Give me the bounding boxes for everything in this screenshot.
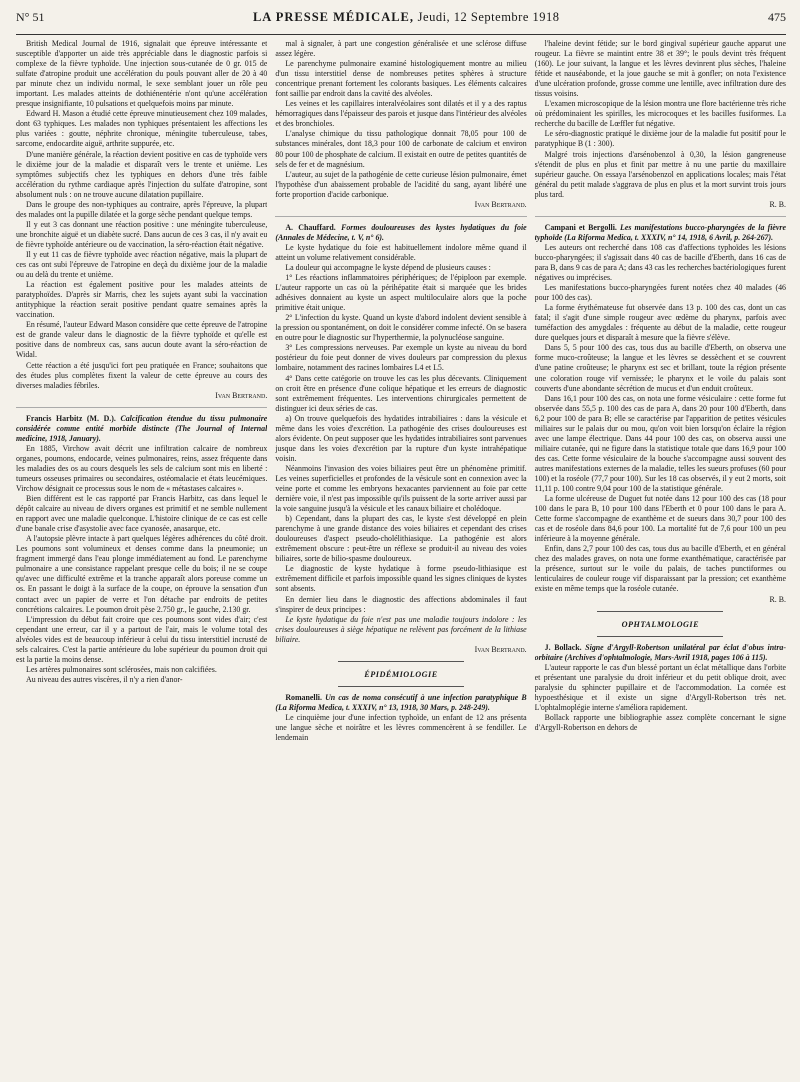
column-1	[16, 39, 267, 1079]
article-author: Francis Harbitz (M. D.).	[26, 413, 116, 423]
signature: Ivan Bertrand.	[474, 199, 527, 209]
paragraph: Le parenchyme pulmonaire examiné histologiquement montre au milieu d'un tissu interstitiel dense de nombreuses petites sphères à structure concentrique prenant fortement les colorants basiques. Les éléments calcaires font saillie par endroit dans la cavité des alvéoles.	[275, 59, 527, 99]
paragraph: L'examen microscopique de la lésion montra une flore bactérienne très riche où prédominaient les spirilles, les microcoques et les bacilles fusiformes. La recherche du bacille de Lœffler fut négative.	[534, 99, 786, 129]
column-3	[535, 39, 786, 1079]
paragraph: Enfin, dans 2,7 pour 100 des cas, tous dus au bacille d'Eberth, et en général chez des malades graves, on nota une forme exanthématique, caractérisée par la présence, surtout sur le voile du palais, de taches punctiformes ou lenticulaires de couleur rouge vif disparaissant par la pression; cet exanthème existe en même temps que la roséole cutanée.	[534, 544, 786, 594]
signature: R. B.	[769, 594, 786, 604]
paragraph: Cette réaction a été jusqu'ici fort peu pratiquée en France; souhaitons que des études plus complètes fixent la valeur de cette épreuve au cours des diverses maladies fébriles.	[16, 360, 268, 390]
paragraph: b) Cependant, dans la plupart des cas, le kyste s'est développé en plein parenchyme à une grande distance des voies biliaires et cependant des crises douloureuses d'aspect pseudo-cholélithiasique. La pathogénie est alors extrêmement obscure : peut-être un réflexe se produit-il au niveau des voies biliaires, sorte de bilio-spasme douloureux.	[275, 514, 527, 564]
signature: Ivan Bertrand.	[474, 644, 527, 654]
paragraph: Bollack rapporte une bibliographie assez complète concernant le signe d'Argyll-Robertson en dehors de	[534, 712, 786, 732]
article-title: Un cas de noma consécutif à une infection paratyphique B (La Riforma Medica, t. XXXIV, n° 13, 1918, 30 Mars, p. 248-249).	[275, 692, 527, 712]
article-author: A. Chauffard.	[285, 222, 336, 232]
column-2	[275, 39, 526, 1079]
paragraph: La douleur qui accompagne le kyste dépend de plusieurs causes :	[285, 262, 491, 272]
paragraph: En dernier lieu dans le diagnostic des affections abdominales il faut s'inspirer de deux principes :	[275, 594, 527, 614]
article-heading	[16, 414, 267, 444]
paragraph: Les veines et les capillaires interalvéolaires sont dilatés et il y a des raptus hémorragiques dans l'épaisseur des parois et jusque dans l'intérieur des alvéoles et des bronchioles.	[275, 99, 527, 129]
article-columns	[16, 39, 786, 1079]
paragraph: Les artères pulmonaires sont sclérosées, mais non calcifiées.	[26, 664, 217, 674]
paragraph: Le cinquième jour d'une infection typhoïde, un enfant de 12 ans présenta une langue sèche et noirâtre et les lèvres commencèrent à se fendiller. Le lendemain	[275, 712, 527, 743]
article-title: Les manifestations bucco-pharyngées de la fièvre typhoïde (La Riforma Medica, t. XXXIV, n° 14, 1918, 6 Avril, p. 264-267).	[534, 222, 786, 242]
divider	[338, 661, 464, 662]
section-heading-ophtalmologie: OPHTALMOLOGIE	[621, 619, 700, 629]
divider	[275, 216, 526, 217]
journal-title: LA PRESSE MÉDICALE,	[252, 10, 415, 24]
paragraph: La forme érythémateuse fut observée dans 13 p. 100 des cas, dont un cas fatal; il s'agit d'une simple rougeur avec œdème du pharynx, parfois avec tuméfaction des amygdales : fréquente au début de la maladie, cette rougeur dure quelques jours et disparaît à mesure que la fièvre s'élève.	[534, 303, 786, 343]
article-title: Signe d'Argyll-Robertson unilatéral par éclat d'obus intra-orbitaire (Archives d'ophtalmologie, Mars-Avril 1918, pages 106 à 115).	[534, 642, 786, 662]
paragraph: Le séro-diagnostic pratiqué le dixième jour de la maladie fut positif pour le paratyphique B (1 : 300).	[534, 129, 786, 149]
paragraph: Il y eut 11 cas de fièvre typhoïde avec réaction négative, mais la plupart de ces cas ont subi l'épreuve de l'atropine en deçà du dixième jour de la maladie ou au delà du trente et unième.	[16, 249, 268, 280]
paragraph: Edward H. Mason a étudié cette épreuve minutieusement chez 109 malades, dont 63 typhiques. Les malades non typhiques présentaient les affections les plus variées : goutte, néphrite chronique, méningite tuberculeuse, tabes, sarcome, endocardite aiguë, arthrite suppurée, etc.	[16, 109, 268, 149]
paragraph: Dans 5, 5 pour 100 des cas, tous dus au bacille d'Eberth, on observa une forme muco-croûteuse; la langue et les lèvres se dessèchent et se couvrent d'une patine croûteuse; le pharynx est sec et brillant, toute la région présente une coloration rouge vif vernissée; le pharynx et le voile du palais sont couverts d'une abondante sécrétion de mucus et d'un enduit croûteux.	[534, 343, 786, 393]
article-heading	[275, 693, 526, 713]
article-author: J. Bollack.	[544, 642, 582, 652]
divider	[16, 407, 267, 408]
paragraph: L'impression du début fait croire que ces poumons sont vides d'air; c'est cependant une erreur, car il y a partout de l'air, mais le volume total des alvéoles vides est de beaucoup inférieur à celui du tissu interstitiel incrusté de sels calcaires. C'est la partie antérieure du lobe supérieur du poumon droit qui est la partie la moins dense.	[16, 614, 268, 664]
article-title: Formes douloureuses des kystes hydatiques du foie (Annales de Médecine, t. V, n° 6).	[275, 222, 527, 242]
divider	[338, 686, 464, 687]
paragraph: 4° Dans cette catégorie on trouve les cas les plus décevants. Cliniquement on croit être en présence d'une colique hépatique et les erreurs de diagnostic sont extrêmement fréquentes. Les interventions chirurgicales permettent de distinguer ici deux séries de cas.	[275, 373, 527, 413]
paragraph: Bien différent est le cas rapporté par Francis Harbitz, cas dans lequel le dépôt calcaire au niveau de divers organes est primitif et ne semble nullement en rapport avec une maladie quelconque. L'histoire clinique de ce cas est celle d'une banale crise d'asystolie avec face cyanosée, anasarque, etc.	[16, 494, 268, 534]
article-heading	[535, 223, 786, 243]
paragraph: a) On trouve quelquefois des hydatides intrabiliaires : dans la vésicule et même dans les voies d'excrétion. La pathogénie des crises douloureuses est alors évidente. On peut supposer que les hydatides intrabiliaires sont parvenues jusque dans les voies d'excrétion par la rupture d'un kyste intrahépatique voisin.	[275, 413, 527, 463]
paragraph: Dans le groupe des non-typhiques au contraire, après l'épreuve, la plupart des malades ont la pupille dilatée et la gorge sèche pendant quelque temps.	[16, 199, 268, 219]
page-number-right: 475	[768, 10, 786, 24]
paragraph: Les auteurs ont recherché dans 108 cas d'affections typhoïdes les lésions bucco-pharyngées; il s'agissait dans 40 cas de bacille d'Eberth, dans 16 cas de para B, dans 9 cas de para A; dans 43 cas les recherches bactériologiques furent négatives ou imprécises.	[534, 242, 786, 283]
page-header	[16, 10, 786, 35]
paragraph: L'auteur rapporte le cas d'un blessé portant un éclat métallique dans l'orbite et présentant une paralysie du droit inférieur et du petit oblique droit, avec paralysie du sphincter pupillaire et de l'accommodation. La cornée est hypoesthésique et il existe un signe d'Argyll-Robertson très net. L'ophtalmoplégie interne s'améliora rapidement.	[534, 662, 786, 712]
page-number-left: N° 51	[16, 10, 45, 24]
article-heading	[535, 643, 786, 663]
article-author: Romanelli.	[285, 692, 322, 702]
paragraph: En résumé, l'auteur Edward Mason considère que cette épreuve de l'atropine est de grande valeur dans le diagnostic de la fièvre typhoïde et qu'elle est positive dans de nombreux cas, sans aucun doute avant la séro-réaction de Widal.	[16, 320, 268, 360]
paragraph: Malgré trois injections d'arsénobenzol à 0,30, la lésion gangreneuse s'étendit de plus en plus et finit par mettre à nu une partie du maxillaire supérieur gauche. On essaya l'arsénobenzol en applications locales; mais l'état général du petit malade s'aggrava de plus en plus et la mort survint trois jours plus tard.	[534, 149, 786, 199]
article-author: Campani et Bergolli.	[544, 222, 617, 232]
paragraph: 1° Les réactions inflammatoires périphériques; de l'épiploon par exemple. L'auteur rapporte un cas où la périhépatite était si marquée que les brides adhésives donnaient au kyste un aspect multiloculaire alors que la poche primitive était unique.	[275, 273, 527, 313]
signature: R. B.	[769, 199, 786, 209]
divider	[597, 636, 723, 637]
paragraph: Le kyste hydatique du foie est habituellement indolore même quand il atteint un volume relativement considérable.	[275, 242, 527, 262]
article-title: Calcification étendue du tissu pulmonaire considérée comme entité morbide distincte (The Journal of Internal medicine, 1918, January).	[16, 413, 268, 443]
paragraph: 2° L'infection du kyste. Quand un kyste d'abord indolent devient sensible à la pression ou spontanément, on doit le considérer comme infecté. On se basera en outre pour le diagnostic sur l'hyperthermie, la polynucléose sanguine.	[275, 313, 527, 343]
paragraph: L'auteur, au sujet de la pathogénie de cette curieuse lésion pulmonaire, émet l'hypothèse d'un abaissement probable de l'acidité du sang, ayant libéré une forte proportion d'acide carbonique.	[275, 169, 527, 199]
signature: Ivan Bertrand.	[215, 390, 268, 400]
paragraph: La réaction est également positive pour les malades atteints de paratyphoïdes. D'après sir Marris, chez les sujets ayant subi la vaccination antityphique la réaction serait positive pendant quatre semaines après la vaccination.	[16, 280, 268, 320]
masthead	[253, 10, 560, 25]
paragraph: La forme ulcéreuse de Duguet fut notée dans 12 pour 100 des cas (18 pour 100 dans le para B, 10 pour 100 dans l'Eberth et 0 pour 100 dans le para A. Cette forme s'accompagne de exanthème et de sueurs dans 30,7 pour 100 des cas et de roséole dans 84,6 pour 100. La mortalité fut de 7,6 pour 100 un peu inférieure à la moyenne générale.	[534, 494, 786, 544]
divider	[535, 216, 786, 217]
paragraph: En 1885, Virchow avait décrit une infiltration calcaire de nombreux organes, poumons, endocarde, veines pulmonaires, reins, assez fréquente dans les maladies des os au cours desquels les sels de calcium sont mis en liberté : tumeurs osseuses primaires ou secondaires, ostéomalacie et états leucémiques. Virchow désignait ce processus sous le nom de « métastases calcaires ».	[16, 443, 268, 494]
paragraph: 3° Les compressions nerveuses. Par exemple un kyste au niveau du bord postérieur du foie peut donner de vives douleurs par compression du plexus lombaire, notamment des racines lombaires L4 et L5.	[275, 343, 527, 373]
section-heading-epidemiologie: ÉPIDÉMIOLOGIE	[364, 669, 438, 679]
paragraph: mal à signaler, à part une congestion généralisée et une sclérose diffuse assez légère.	[275, 39, 527, 59]
paragraph: Le diagnostic de kyste hydatique à forme pseudo-lithiasique est extrêmement difficile et parfois impossible quand les signes cliniques de kystes sont absents.	[275, 564, 527, 594]
paragraph: Dans 16,1 pour 100 des cas, on nota une forme vésiculaire : cette forme fut observée dans 55,5 p. 100 des cas de para A, dans 20 pour 100 d'Eberth, dans 6,2 pour 100 de para B; elle se caractérise par l'apparition de petites vésicules miliaires sur le palais dur ou mou, qu'on voit bien lorsqu'on éclaire la région avec une lampe électrique. Dans 44 pour 100 des cas, on observa aussi une miliaire cutanée, qui ne figure dans la statistique totale que dans 16,9 pour 100 des cas. Cette forme vésiculaire de la bouche s'accompagne aussi souvent des autres manifestations externes de la maladie, telles les sueurs profuses (60 pour 100) et la roséole (77,7 pour 100). Sur les 18 cas observés, il y eut 2 morts, soit 11,11 p. 100 contre 9,04 pour 100 de la statistique générale.	[534, 393, 786, 494]
paragraph: L'analyse chimique du tissu pathologique donnait 78,05 pour 100 de substances minérales, dont 18,3 pour 100 de carbonate de calcium et environ 80 pour 100 de phosphate de calcium. Il existait en outre de petites quantités de sels de fer et de magnésium.	[275, 129, 527, 169]
paragraph: British Medical Journal de 1916, signalait que épreuve intéressante et susceptible d'apporter un aide très appréciable dans le diagnostic parfois si complexe de la fièvre typhoïde. Une injection sous-cutanée de 0 gr. 015 de sulfate d'atropine produit une accélération du pouls pouvant aller de 20 à 40 par minute chez un individu normal, le sexe semblant jouer un rôle peu important. Les malades atteints de dothiénentérie n'ont qu'une accélération presque insignifiante, 10 pulsations et quelquefois moins par minute.	[16, 39, 268, 109]
paragraph: Il y eut 3 cas donnant une réaction positive : une méningite tuberculeuse, une bronchite aiguë et un diabète sucré. Dans aucun de ces 3 cas, il n'y avait eu de fièvre typhoïde antérieure ou de vaccination, la séro-réaction était négative.	[16, 219, 268, 249]
paragraph: Au niveau des autres viscères, il n'y a rien d'anor-	[26, 674, 183, 684]
divider	[597, 611, 723, 612]
paragraph: Les manifestations bucco-pharyngées furent notées chez 40 malades (46 pour 100 des cas).	[534, 283, 786, 303]
paragraph: l'haleine devint fétide; sur le bord gingival supérieur gauche apparut une rougeur. La fièvre se maintint entre 38 et 39°; le pouls devint très fréquent (160). Le jour suivant, la langue et les lèvres devinrent plus sèches, l'haleine fétide et nauséabonde, et la joue gauche se mit à gonfler; on nota l'existence d'une ulcération profonde, grosse comme une lentille, avec infiltration dure des tissus voisins.	[534, 39, 786, 99]
paragraph: Le kyste hydatique du foie n'est pas une maladie toujours indolore : les crises douloureuses à siège hépatique ne relèvent pas forcément de la lithiase biliaire.	[275, 614, 527, 644]
article-heading	[275, 223, 526, 243]
issue-date: Jeudi, 12 Septembre 1918	[417, 10, 560, 24]
paragraph: A l'autopsie plèvre intacte à part quelques légères adhérences du côté droit. Les poumons sont volumineux et denses comme dans la pneumonie; un fragment immergé dans l'eau plonge immédiatement au fond. Le parenchyme pulmonaire a une consistance rappelant presque celle du bois; il ne se coupe qu'avec une difficulté extrême et la tranche apparaît alors poreuse comme un os. En passant le doigt à la surface de la coupe, on éprouve la sensation d'un contact avec un papier de verre et l'on détache par endroits de petites concrétions calcaires. Le poumon droit pèse 2.750 gr., le gauche, 2.130 gr.	[16, 534, 268, 614]
paragraph: Néanmoins l'invasion des voies biliaires peut être un phénomène primitif. Les veines superficielles et profondes de la vésicule sont en connexion avec la veine porte et comme les embryons hexacantes parviennent au foie par cette dernière voie, il n'est pas impossible qu'ils puissent de la sorte arriver aussi par la voie sanguine jusqu'à la vésicule et les canaux biliaire et cholédoque.	[275, 463, 527, 514]
paragraph: D'une manière générale, la réaction devient positive en cas de typhoïde vers le dixième jour de la maladie et disparaît vers le trente et unième. Les symptômes subjectifs chez les typhiques en dehors d'une très faible accélération du rythme cardiaque après l'injection du sulfate d'atropine, sont absolument nuls : on ne trouve aucune dilatation pupillaire.	[16, 149, 268, 199]
